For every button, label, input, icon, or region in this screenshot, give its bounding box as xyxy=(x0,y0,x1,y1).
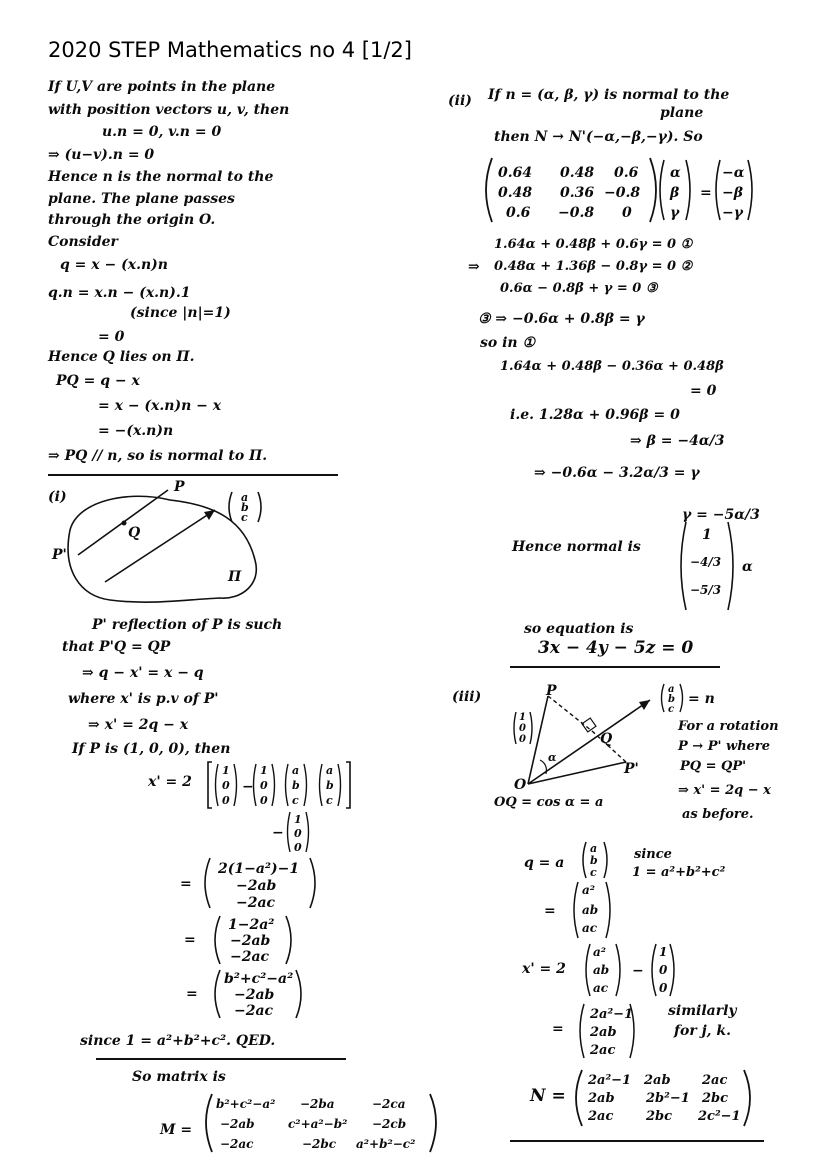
matrix-ii-cell: 0 xyxy=(622,205,632,221)
minus-sign: − xyxy=(242,779,254,795)
x-prime-label: x' = 2 xyxy=(148,774,192,790)
matrix-n-cell: 2ac xyxy=(702,1073,728,1088)
diagram-label-pi: Π xyxy=(228,569,242,585)
eq-sign: = xyxy=(700,185,712,201)
equation-row: 0.48α + 1.36β − 0.8γ = 0 ② xyxy=(494,259,693,274)
vec-100: 0 xyxy=(260,779,268,792)
vec-greek: α xyxy=(670,165,681,181)
matrix-ii-cell: 0.6 xyxy=(506,205,531,221)
part-i-line: where x' is p.v of P' xyxy=(68,691,219,707)
matrix-n-cell: 2ab xyxy=(644,1073,671,1088)
result-col-entry: 2ab xyxy=(590,1025,617,1040)
diagram-label-q: Q xyxy=(600,731,613,747)
col-a-entry: ab xyxy=(582,903,599,917)
intro-line: = 0 xyxy=(98,329,125,345)
equation-row: 1.64α + 0.48β + 0.6γ = 0 ① xyxy=(494,237,693,252)
diagram-vec-b: b xyxy=(241,501,249,514)
matrix-ii-cell: 0.64 xyxy=(498,165,533,181)
vec-abc: b xyxy=(326,779,334,792)
vec-100: 1 xyxy=(294,813,302,826)
diagram-vec-c: c xyxy=(241,511,248,524)
intro-line: plane. The plane passes xyxy=(48,191,235,207)
intro-line: Consider xyxy=(48,234,118,250)
col-a-entry: ab xyxy=(593,963,610,977)
since-text: since xyxy=(634,847,672,862)
vec-100: 1 xyxy=(659,945,668,959)
vec-abc: a xyxy=(326,764,334,777)
vec-100: 0 xyxy=(222,794,230,807)
matrix-m-cell: a²+b²−c² xyxy=(356,1137,416,1151)
rotation-line: as before. xyxy=(682,807,754,822)
matrix-m-cell: −2bc xyxy=(302,1137,337,1151)
oq-text: OQ = cos α = a xyxy=(494,795,604,810)
step-line: ③ ⇒ −0.6α + 0.8β = γ xyxy=(478,311,645,327)
matrix-m-cell: −2cb xyxy=(372,1117,407,1131)
minus-sign: − xyxy=(272,825,284,841)
matrix-m-cell: b²+c²−a² xyxy=(216,1097,276,1111)
part-ii-label: (ii) xyxy=(448,93,472,109)
diagram-vec-abc: c xyxy=(668,704,675,715)
x-prime-iii: x' = 2 xyxy=(522,961,566,977)
vec-greek: β xyxy=(670,185,680,201)
divider xyxy=(510,1140,764,1142)
matrix-ii-cell: 0.48 xyxy=(498,185,533,201)
vec-abc: c xyxy=(326,794,333,807)
part-ii-line: If n = (α, β, γ) is normal to the xyxy=(488,87,730,103)
matrix-n-cell: 2b²−1 xyxy=(646,1091,690,1106)
part-i-line: ⇒ x' = 2q − x xyxy=(88,717,189,733)
intro-line: u.n = 0, v.n = 0 xyxy=(102,124,222,140)
diagram-label-alpha: α xyxy=(548,751,557,764)
vec-100: 0 xyxy=(294,827,302,840)
col2-entry: −2ab xyxy=(230,933,271,949)
part-ii-line: plane xyxy=(660,105,704,121)
vec-abc: a xyxy=(292,764,300,777)
plane-equation: 3x − 4y − 5z = 0 xyxy=(538,638,694,658)
diagram-label-p-prime: P' xyxy=(624,761,639,777)
diagram-label-p: P xyxy=(174,479,185,495)
matrix-m-label: M = xyxy=(160,1122,193,1138)
diagram-vec-100: 1 xyxy=(519,712,526,723)
eq-sign: = xyxy=(180,876,192,892)
vec-neg: −β xyxy=(722,185,744,201)
normal-vec-entry: −5/3 xyxy=(690,583,722,597)
rotation-line: PQ = QP' xyxy=(680,759,747,774)
since-qed: since 1 = a²+b²+c². QED. xyxy=(80,1033,276,1049)
col-a-entry: a² xyxy=(593,945,607,959)
rotation-line: For a rotation xyxy=(678,719,779,734)
col1-entry: −2ac xyxy=(236,895,276,911)
intro-line: with position vectors u, v, then xyxy=(48,102,290,118)
diagram-vec-abc: a xyxy=(668,684,675,695)
intro-line: q.n = x.n − (x.n).1 xyxy=(48,285,191,301)
vec-100: 0 xyxy=(294,841,302,854)
matrix-m-cell: c²+a²−b² xyxy=(288,1117,348,1131)
intro-line: Hence n is the normal to the xyxy=(48,169,274,185)
intro-line: ⇒ (u−v).n = 0 xyxy=(48,147,155,163)
intro-line: Hence Q lies on Π. xyxy=(48,349,195,365)
matrix-ii-cell: −0.8 xyxy=(558,205,595,221)
step-line: 1.64α + 0.48β − 0.36α + 0.48β xyxy=(500,359,724,374)
eq-sign: = xyxy=(186,986,198,1002)
part-i-line: If P is (1, 0, 0), then xyxy=(72,741,231,757)
intro-line: If U,V are points in the plane xyxy=(48,79,276,95)
implies-sign: ⇒ xyxy=(468,259,480,275)
intro-line: = −(x.n)n xyxy=(98,423,174,439)
part-i-label: (i) xyxy=(48,489,67,505)
equation-row: 0.6α − 0.8β + γ = 0 ③ xyxy=(500,281,658,296)
matrix-n-cell: 2a²−1 xyxy=(588,1073,632,1088)
since-text: 1 = a²+b²+c² xyxy=(632,865,726,880)
rotation-line: P → P' where xyxy=(678,739,771,754)
eq-sign: = xyxy=(544,903,556,919)
vec-abc: c xyxy=(292,794,299,807)
result-col-entry: 2ac xyxy=(590,1043,616,1058)
normal-text: Hence normal is xyxy=(512,539,641,555)
col-a-entry: ac xyxy=(593,981,609,995)
vec-100: 0 xyxy=(659,981,668,995)
col-a-entry: a² xyxy=(582,883,596,897)
step-line: γ = −5α/3 xyxy=(682,507,760,523)
matrix-intro: So matrix is xyxy=(132,1069,226,1085)
matrix-n-cell: 2bc xyxy=(646,1109,673,1124)
vec-100: 0 xyxy=(260,794,268,807)
intro-line: through the origin O. xyxy=(48,212,216,228)
col-a-entry: ac xyxy=(582,921,598,935)
minus-sign: − xyxy=(632,963,644,979)
col1-entry: −2ab xyxy=(236,878,277,894)
part-ii-line: then N → N'(−α,−β,−γ). So xyxy=(494,129,703,145)
matrix-n-label: N = xyxy=(530,1086,566,1106)
part-i-line: ⇒ q − x' = x − q xyxy=(82,665,204,681)
matrix-m-cell: −2ab xyxy=(220,1117,255,1131)
matrix-ii-cell: 0.48 xyxy=(560,165,595,181)
diagram-vec-100: 0 xyxy=(519,723,526,734)
vec-100: 0 xyxy=(222,779,230,792)
vec-100: 1 xyxy=(260,764,268,777)
diagram-n-label: = n xyxy=(688,691,715,707)
matrix-n-cell: 2ab xyxy=(588,1091,615,1106)
col3-entry: −2ab xyxy=(234,987,275,1003)
matrix-n-cell: 2ac xyxy=(588,1109,614,1124)
step-line: ⇒ −0.6α − 3.2α/3 = γ xyxy=(534,465,700,481)
col3-entry: −2ac xyxy=(234,1003,274,1019)
matrix-n-cell: 2bc xyxy=(702,1091,729,1106)
matrix-ii-cell: 0.36 xyxy=(560,185,595,201)
part-i-line: that P'Q = QP xyxy=(62,639,171,655)
matrix-m-cell: −2ba xyxy=(300,1097,335,1111)
step-line: ⇒ β = −4α/3 xyxy=(630,433,725,449)
matrix-ii-cell: −0.8 xyxy=(604,185,641,201)
normal-vec-entry: 1 xyxy=(702,527,712,543)
diagram-label-p: P xyxy=(546,683,557,699)
vec-abc: c xyxy=(590,866,597,879)
diagram-label-o: O xyxy=(514,777,527,793)
vec-100: 0 xyxy=(659,963,668,977)
matrix-ii-cell: 0.6 xyxy=(614,165,639,181)
step-line: = 0 xyxy=(690,383,717,399)
vec-neg: −γ xyxy=(722,205,743,221)
part-iii-label: (iii) xyxy=(452,689,482,705)
page-title: 2020 STEP Mathematics no 4 [1/2] xyxy=(48,38,412,62)
vec-100: 1 xyxy=(222,764,230,777)
result-col-entry: 2a²−1 xyxy=(590,1007,634,1022)
matrix-m-cell: −2ca xyxy=(372,1097,406,1111)
matrix-n-cell: 2c²−1 xyxy=(698,1109,741,1124)
intro-line: (since |n|=1) xyxy=(130,305,231,321)
similarly-text: similarly xyxy=(668,1003,737,1019)
similarly-text: for j, k. xyxy=(674,1023,731,1039)
col3-entry: b²+c²−a² xyxy=(224,971,294,987)
vec-abc: a xyxy=(590,842,598,855)
col2-entry: 1−2a² xyxy=(228,917,275,933)
vec-neg: −α xyxy=(722,165,745,181)
part-i-line: P' reflection of P is such xyxy=(92,617,283,633)
intro-line: PQ = q − x xyxy=(56,373,140,389)
vec-abc: b xyxy=(292,779,300,792)
intro-line: ⇒ PQ // n, so is normal to Π. xyxy=(48,448,268,464)
eq-sign: = xyxy=(184,932,196,948)
eq-text: so equation is xyxy=(524,621,634,637)
rotation-line: ⇒ x' = 2q − x xyxy=(678,783,771,798)
eq-sign: = xyxy=(552,1021,564,1037)
col2-entry: −2ac xyxy=(230,949,270,965)
step-line: i.e. 1.28α + 0.96β = 0 xyxy=(510,407,680,423)
diagram-vec-abc: b xyxy=(668,694,675,705)
diagram-label-q: Q xyxy=(128,525,141,541)
col1-entry: 2(1−a²)−1 xyxy=(218,861,300,877)
diagram-vec-100: 0 xyxy=(519,734,526,745)
vec-greek: γ xyxy=(670,205,680,221)
intro-line: q = x − (x.n)n xyxy=(60,257,168,273)
matrix-m-cell: −2ac xyxy=(220,1137,254,1151)
diagram-vec-a: a xyxy=(241,491,249,504)
vec-abc: b xyxy=(590,854,598,867)
diagram-label-p-prime: P' xyxy=(52,547,67,563)
normal-alpha: α xyxy=(742,559,753,575)
q-line: q = a xyxy=(524,855,565,871)
normal-vec-entry: −4/3 xyxy=(690,555,722,569)
intro-line: = x − (x.n)n − x xyxy=(98,398,222,414)
step-line: so in ① xyxy=(480,335,536,351)
